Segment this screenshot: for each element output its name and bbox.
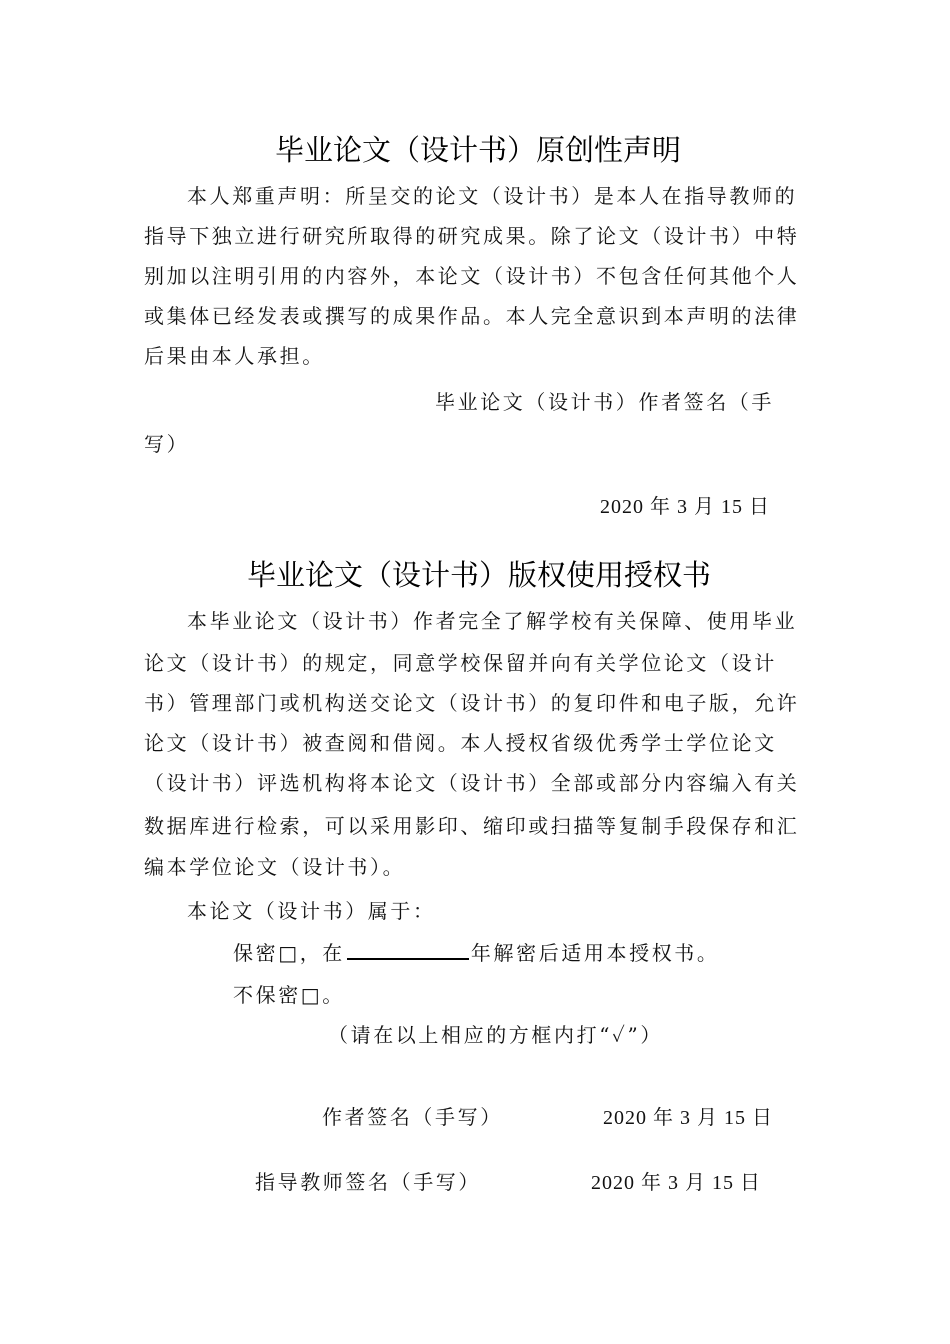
- declaration-line-2: 指导下独立进行研究所取得的研究成果。除了论文（设计书）中特: [144, 224, 800, 248]
- declaration-title: 毕业论文（设计书）原创性声明: [275, 133, 682, 167]
- declaration-signature-label: 毕业论文（设计书）作者签名（手: [435, 390, 774, 414]
- secret-prefix: 保密□，在: [233, 941, 345, 965]
- declaration-line-4: 或集体已经发表或撰写的成果作品。本人完全意识到本声明的法律: [144, 304, 800, 328]
- declaration-signature-label-cont: 写）: [144, 432, 190, 456]
- authorization-line-1: 本毕业论文（设计书）作者完全了解学校有关保障、使用毕业: [187, 609, 798, 633]
- advisor-signature-date: 2020 年 3 月 15 日: [591, 1172, 761, 1194]
- belongs-label: 本论文（设计书）属于：: [187, 899, 436, 923]
- authorization-line-4: 论文（设计书）被查阅和借阅。本人授权省级优秀学士学位论文: [144, 731, 777, 755]
- declaration-line-5: 后果由本人承担。: [144, 344, 325, 368]
- authorization-line-7: 编本学位论文（设计书）。: [144, 855, 406, 879]
- declaration-date: 2020 年 3 月 15 日: [600, 496, 770, 518]
- authorization-line-5: （设计书）评选机构将本论文（设计书）全部或部分内容编入有关: [144, 771, 800, 795]
- secret-suffix: 年解密后适用本授权书。: [470, 941, 720, 965]
- declaration-line-3: 别加以注明引用的内容外，本论文（设计书）不包含任何其他个人: [144, 264, 800, 288]
- advisor-signature-label: 指导教师签名（手写）: [255, 1170, 481, 1194]
- author-signature-date: 2020 年 3 月 15 日: [603, 1107, 773, 1129]
- not-secret-option: 不保密□。: [233, 983, 345, 1007]
- author-signature-label: 作者签名（手写）: [322, 1105, 503, 1129]
- authorization-title: 毕业论文（设计书）版权使用授权书: [247, 558, 712, 592]
- secret-option: [233, 937, 720, 966]
- checkbox-instruction: （请在以上相应的方框内打“✓”）: [328, 1023, 663, 1047]
- declaration-line-1: 本人郑重声明：所呈交的论文（设计书）是本人在指导教师的: [187, 184, 798, 208]
- authorization-line-3: 书）管理部门或机构送交论文（设计书）的复印件和电子版，允许: [144, 691, 800, 715]
- decrypt-year-blank: [347, 940, 469, 960]
- authorization-line-6: 数据库进行检索，可以采用影印、缩印或扫描等复制手段保存和汇: [144, 814, 800, 838]
- authorization-line-2: 论文（设计书）的规定，同意学校保留并向有关学位论文（设计: [144, 651, 777, 675]
